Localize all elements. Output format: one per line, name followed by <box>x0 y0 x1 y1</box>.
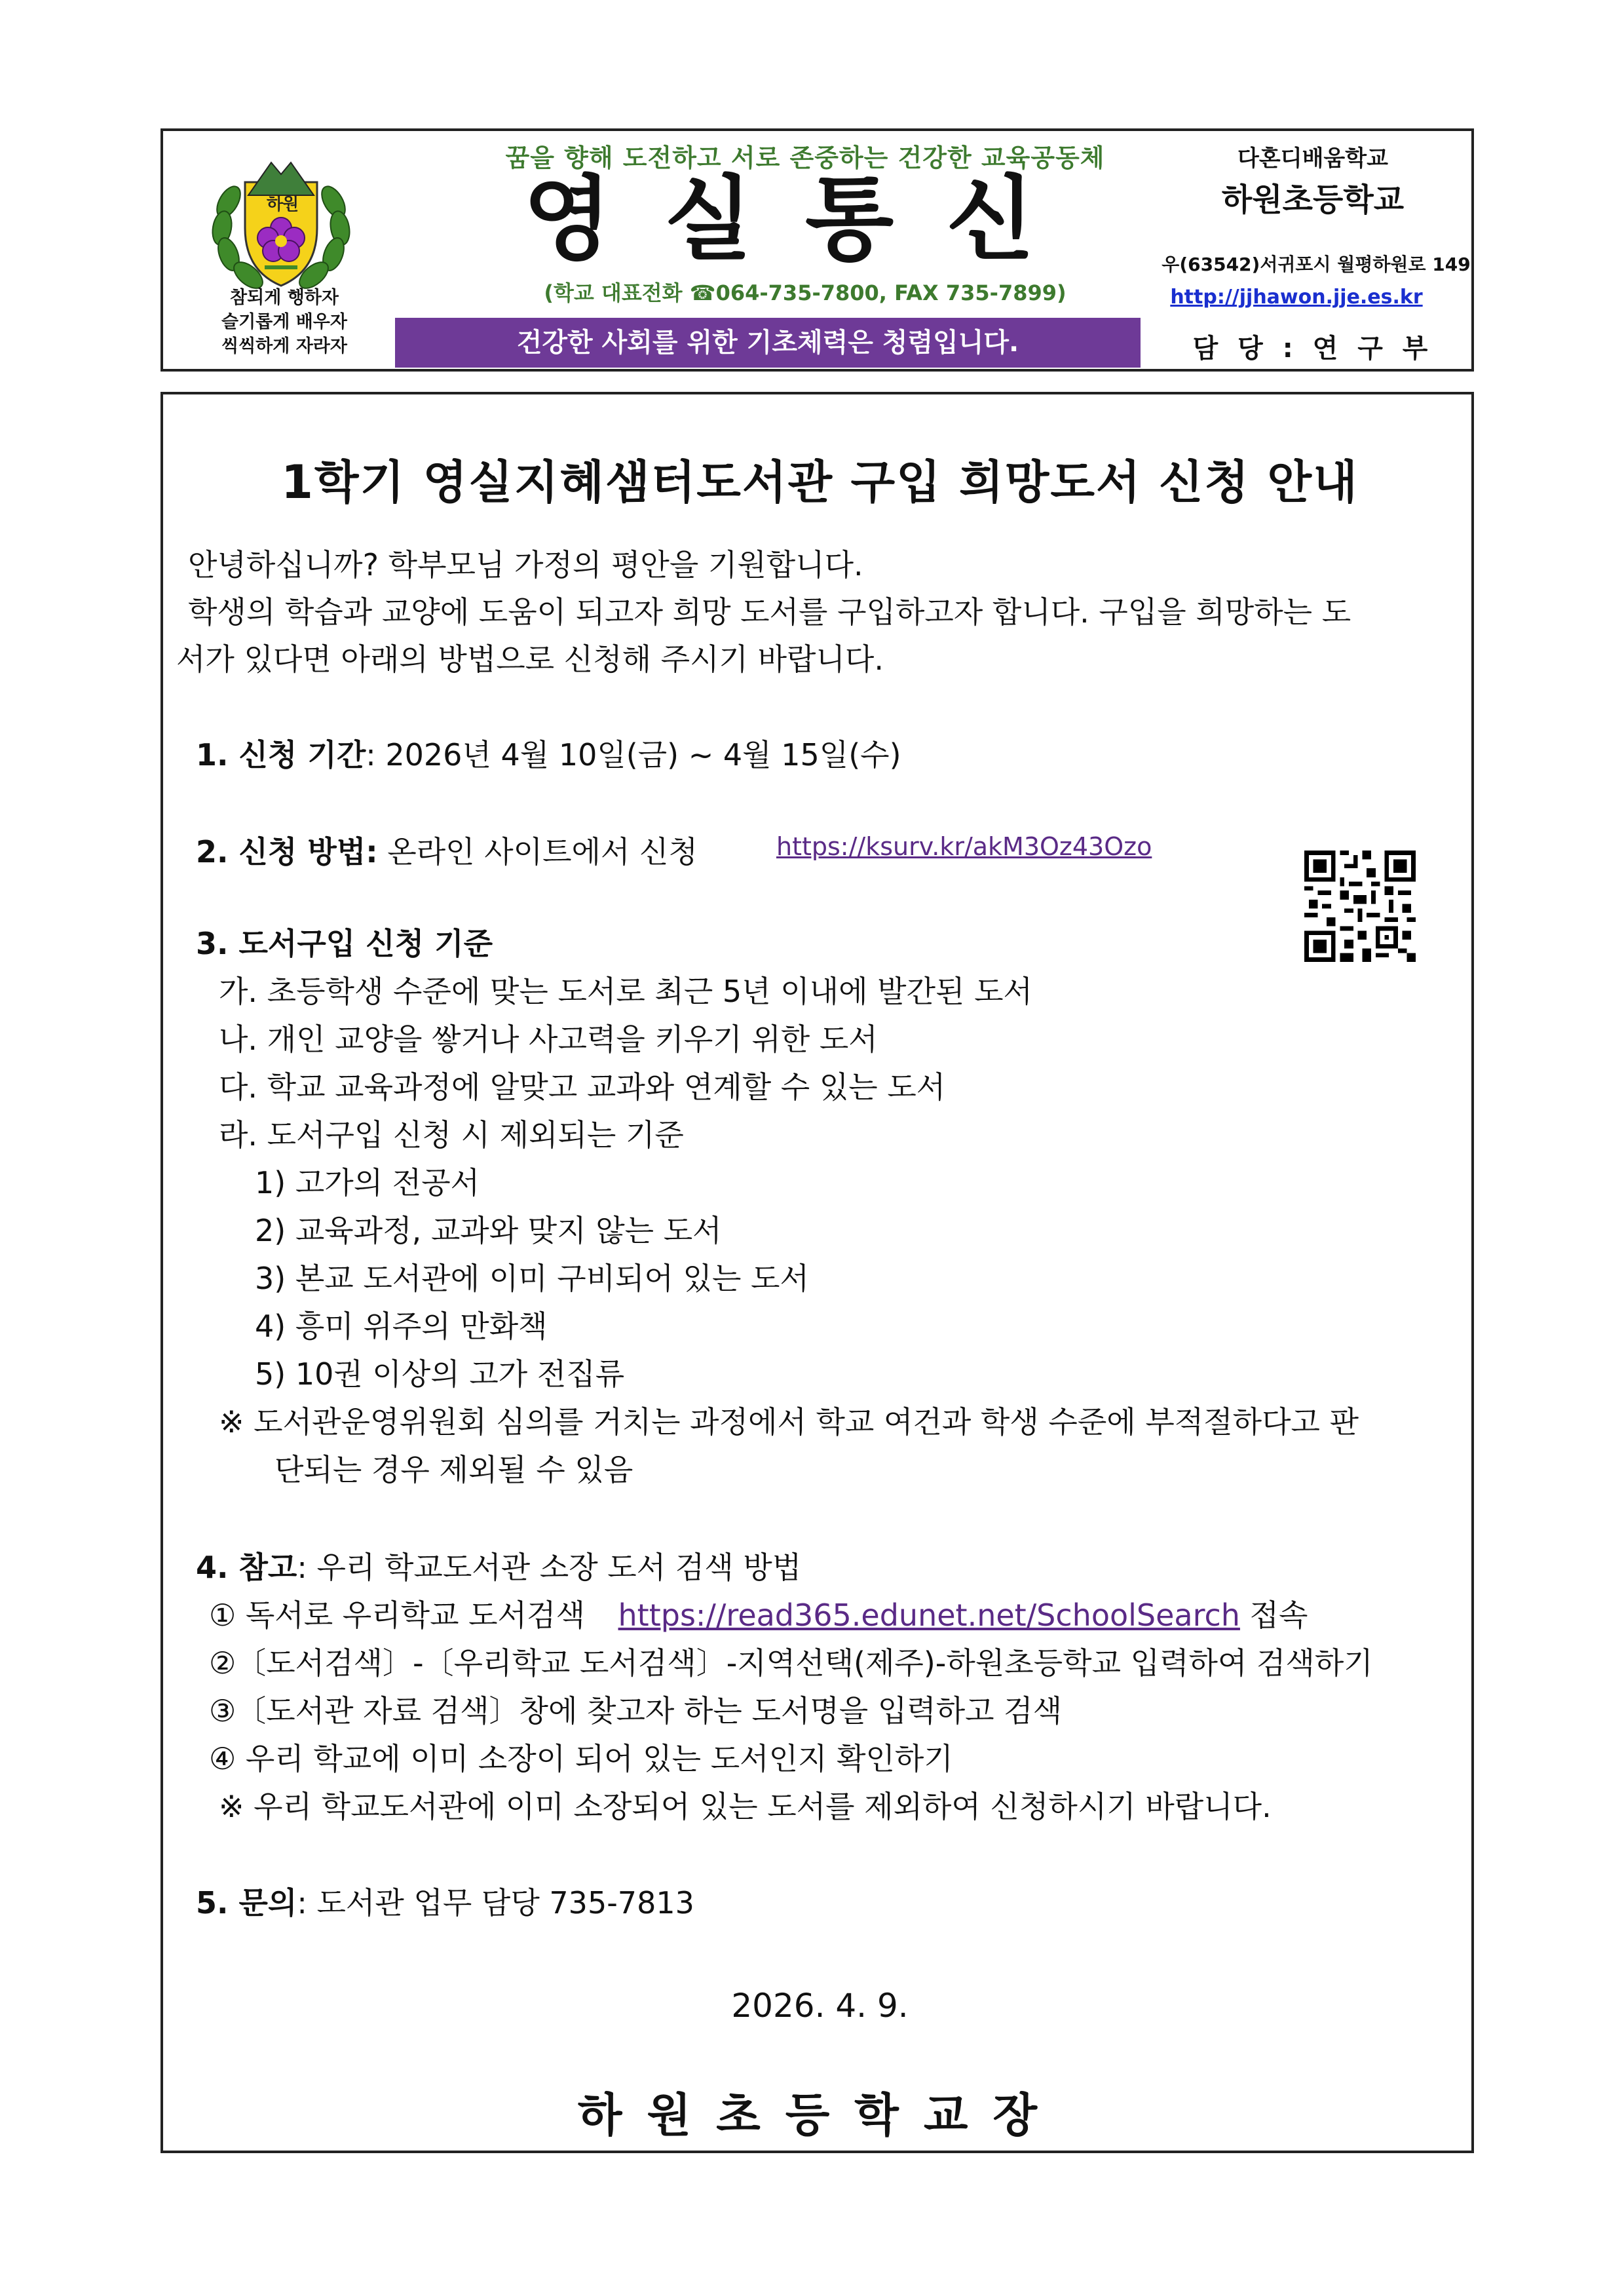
section-reference <box>196 1548 801 1587</box>
search-step-3: ③〔도서관 자료 검색〕창에 찾고자 하는 도서명을 입력하고 검색 <box>209 1693 1063 1729</box>
criteria-item: 가. 초등학생 수준에 맞는 도서로 최근 5년 이내에 발간된 도서 <box>219 974 1032 1009</box>
section-text: : 2026년 4월 10일(금) ~ 4월 15일(수) <box>366 737 901 773</box>
section-label: 2. 신청 방법: <box>196 834 378 870</box>
school-mottos <box>189 286 379 358</box>
exclusion-item: 1) 고가의 전공서 <box>255 1165 480 1200</box>
step-text: 접속 <box>1239 1598 1308 1633</box>
criteria-item: 다. 학교 교육과정에 알맞고 교과와 연계할 수 있는 도서 <box>219 1069 946 1105</box>
section-purchase-criteria-label: 3. 도서구입 신청 기준 <box>196 926 493 961</box>
newsletter-title: 영실통신 <box>523 166 1087 273</box>
section-label: 1. 신청 기간 <box>196 737 366 773</box>
department-label: 담 당 : 연 구 부 <box>1192 334 1433 364</box>
search-step-2: ②〔도서검색〕-〔우리학교 도서검색〕-지역선택(제주)-하원초등학교 입력하여 검색하기 <box>209 1645 1373 1681</box>
section-inquiry <box>196 1883 694 1923</box>
motto-line: 참되게 행하자 <box>230 288 339 308</box>
search-step-4: ④ 우리 학교에 이미 소장이 되어 있는 도서인지 확인하기 <box>209 1741 953 1776</box>
intro-line-1: 학생의 학습과 교양에 도움이 되고자 희망 도서를 구입하고자 합니다. 구입을 희망하는 도 <box>188 594 1351 630</box>
contact-info: (학교 대표전화 ☎064-735-7800, FAX 735-7899) <box>544 280 1067 305</box>
section-text: 온라인 사이트에서 신청 <box>377 834 698 870</box>
criteria-item: 나. 개인 교양을 쌓거나 사고력을 키우기 위한 도서 <box>219 1022 878 1057</box>
criteria-note-line-2: 단되는 경우 제외될 수 있음 <box>274 1452 633 1487</box>
school-name: 하원초등학교 <box>1221 182 1405 218</box>
school-website-link[interactable]: http://jjhawon.jje.es.kr <box>1170 286 1423 309</box>
section-text: : 도서관 업무 담당 735-7813 <box>297 1885 694 1921</box>
logo-text-right: 원 <box>282 195 299 214</box>
survey-link[interactable]: https://ksurv.kr/akM3Oz43Ozo <box>776 832 1152 861</box>
exclusion-item: 4) 흥미 위주의 만화책 <box>255 1309 548 1344</box>
slogan: 꿈을 향해 도전하고 서로 존중하는 건강한 교육공동체 <box>505 144 1105 172</box>
issue-date: 2026. 4. 9. <box>731 1987 909 2025</box>
document-title: 1학기 영실지혜샘터도서관 구입 희망도서 신청 안내 <box>281 455 1359 509</box>
school-motto: 다혼디배움학교 <box>1237 145 1388 172</box>
principal-signature: 하원초등학교장 <box>577 2088 1063 2142</box>
exclusion-item: 3) 본교 도서관에 이미 구비되어 있는 도서 <box>255 1261 809 1296</box>
notice-body <box>161 392 1474 2153</box>
exclusion-item: 2) 교육과정, 교과와 맞지 않는 도서 <box>255 1213 722 1248</box>
section-text: : 우리 학교도서관 소장 도서 검색 방법 <box>297 1550 802 1585</box>
school-address: 우(63542)서귀포시 월평하원로 149 <box>1161 254 1471 275</box>
search-note: ※ 우리 학교도서관에 이미 소장되어 있는 도서를 제외하여 신청하시기 바랍니다. <box>219 1789 1272 1824</box>
read365-link[interactable]: https://read365.edunet.net/SchoolSearch <box>618 1598 1240 1633</box>
qr-code-icon[interactable] <box>1304 851 1416 962</box>
section-label: 4. 참고 <box>196 1550 297 1585</box>
greeting: 안녕하십니까? 학부모님 가정의 평안을 기원합니다. <box>188 547 863 583</box>
search-step-1 <box>209 1596 1308 1635</box>
motto-line: 씩씩하게 자라자 <box>221 336 347 356</box>
school-emblem-logo <box>202 136 360 303</box>
logo-text-left: 하 <box>267 195 284 214</box>
section-application-period <box>196 735 901 775</box>
section-application-method <box>196 832 698 871</box>
criteria-note-line-1: ※ 도서관운영위원회 심의를 거치는 과정에서 학교 여건과 학생 수준에 부적절하다고 판 <box>219 1404 1359 1440</box>
intro-line-2: 서가 있다면 아래의 방법으로 신청해 주시기 바랍니다. <box>176 641 884 677</box>
exclusion-item: 5) 10권 이상의 고가 전집류 <box>255 1356 625 1392</box>
integrity-banner: 건강한 사회를 위한 기초체력은 청렴입니다. <box>395 318 1141 368</box>
motto-line: 슬기롭게 배우자 <box>221 312 347 332</box>
newsletter-header <box>161 128 1474 372</box>
section-label: 5. 문의 <box>196 1885 297 1921</box>
criteria-item: 라. 도서구입 신청 시 제외되는 기준 <box>219 1117 684 1153</box>
step-text: ① 독서로 우리학교 도서검색 <box>209 1598 585 1633</box>
